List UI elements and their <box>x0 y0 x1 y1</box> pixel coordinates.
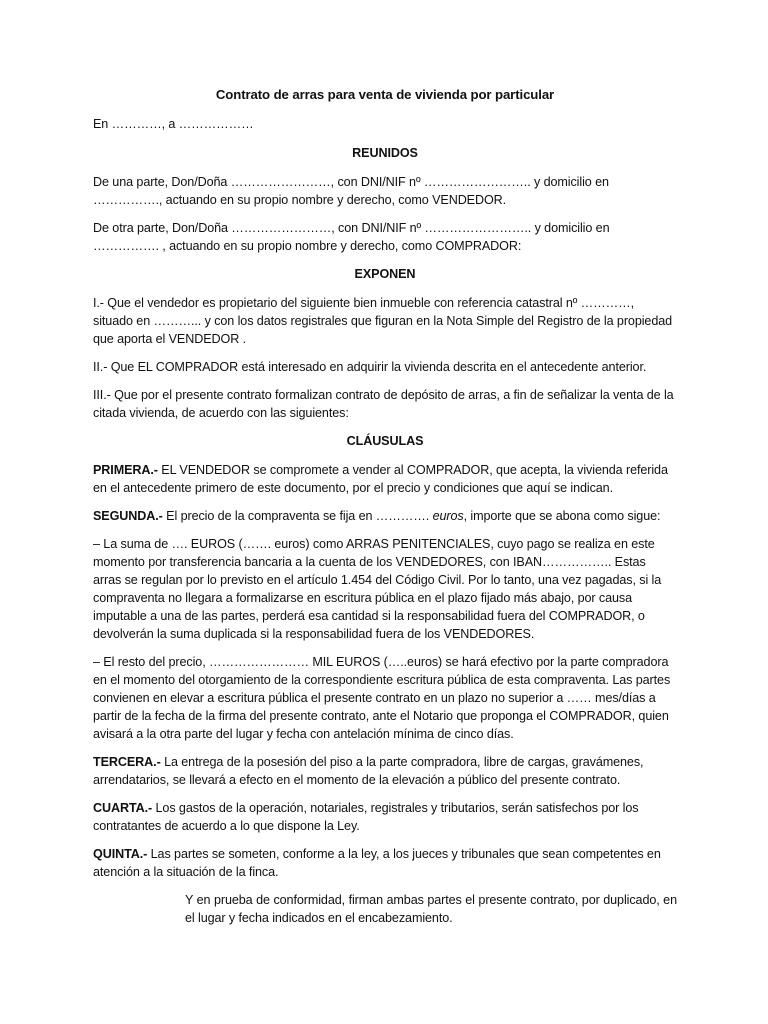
exponen-item-text: Que por el presente contrato formalizan contrato de depósito de arras, a fin de señalizar la venta de la citada vivienda, de acuerdo con las siguientes: <box>93 388 674 420</box>
reunidos-comprador: De otra parte, Don/Doña ……………………, con DNI/NIF nº …………………….. y domicilio en ……………. , actuando en su propio nombre y derecho, como COMPRADOR: <box>93 221 610 253</box>
clausula-tercera <box>93 753 677 789</box>
clausula-text: El precio de la compraventa se fija en …………. <box>162 509 433 523</box>
exponen-item-text: Que el vendedor es propietario del siguiente bien inmueble con referencia catastral nº …………, situado en ………... y con los datos registrales que figuran en la Nota Simple del Registro de la propiedad que aporta el VENDEDOR . <box>93 296 673 346</box>
exponen-item-label: III.- <box>93 388 111 402</box>
clausula-primera <box>93 461 677 497</box>
clausula-text: La entrega de la posesión del piso a la parte compradora, libre de cargas, gravámenes, arrendatarios, se llevará a efecto en el momento de la elevación a público del presente contrato. <box>93 755 644 787</box>
clausula-label: CUARTA.- <box>93 801 153 815</box>
clausulas-heading: CLÁUSULAS <box>346 434 424 448</box>
exponen-item-text: Que EL COMPRADOR está interesado en adquirir la vivienda descrita en el antecedente anterior. <box>107 360 647 374</box>
clausula-label: PRIMERA.- <box>93 463 158 477</box>
clausula-text: , importe que se abona como sigue: <box>463 509 661 523</box>
clausula-cuarta <box>93 799 677 835</box>
clausula-resto-paragraph: – El resto del precio, …………………… MIL EUROS (…..euros) se hará efectivo por la parte compradora en el momento del otorgamiento de la correspondiente escritura pública de esta compraventa. Las partes convienen en elevar a escritura pública el presente contrato en un plazo no superior a …… mes/días a partir de la fecha de la firma del presente contrato, ante el Notario que proponga el COMPRADOR, quien avisará a la otra parte del lugar y fecha con antelación mínima de cinco días. <box>93 655 671 741</box>
clausula-segunda <box>93 507 677 525</box>
document-title: Contrato de arras para venta de vivienda por particular <box>215 87 555 102</box>
clausula-arras-paragraph: – La suma de …. EUROS (……. euros) como ARRAS PENITENCIALES, cuyo pago se realiza en este momento por transferencia bancaria a la cuenta de los VENDEDORES, con IBAN…………….. Estas arras se regulan por lo previsto en el artículo 1.454 del Código Civil. Por lo tanto, una vez pagadas, si la compraventa no llegara a formalizarse en escritura pública en el plazo fijado más abajo, por causa imputable a una de las partes, perderá esa cantidad si la responsabilidad fuera del COMPRADOR, o devolverán la suma duplicada si la responsabilidad fuera de los VENDEDORES. <box>93 537 662 641</box>
place-date-line: En …………, a ……………… <box>93 117 254 131</box>
exponen-item-2 <box>93 358 677 376</box>
clausula-label: SEGUNDA.- <box>93 509 163 523</box>
clausula-text: Las partes se someten, conforme a la ley, a los jueces y tribunales que sean competentes en atención a la situación de la finca. <box>93 847 661 879</box>
document-page <box>93 86 677 927</box>
reunidos-heading: REUNIDOS <box>352 146 418 160</box>
clausula-text: Los gastos de la operación, notariales, registrales y tributarios, serán satisfechos por los contratantes de acuerdo a lo que dispone la Ley. <box>93 801 639 833</box>
exponen-item-label: II.- <box>93 360 108 374</box>
clausula-label: QUINTA.- <box>93 847 148 861</box>
clausula-label: TERCERA.- <box>93 755 161 769</box>
clausula-text-italic: euros <box>432 509 464 523</box>
reunidos-vendedor: De una parte, Don/Doña ……………………, con DNI/NIF nº …………………….. y domicilio en ……………., actuando en su propio nombre y derecho, como VENDEDOR. <box>93 175 609 207</box>
closing-paragraph: Y en prueba de conformidad, firman ambas partes el presente contrato, por duplicado, en el lugar y fecha indicados en el encabezamiento. <box>185 893 677 925</box>
exponen-item-3 <box>93 386 677 422</box>
exponen-heading: EXPONEN <box>354 267 416 281</box>
exponen-item-label: I.- <box>93 296 104 310</box>
clausula-quinta <box>93 845 677 881</box>
exponen-item-1 <box>93 294 677 348</box>
clausula-text: EL VENDEDOR se compromete a vender al COMPRADOR, que acepta, la vivienda referida en el antecedente primero de este documento, por el precio y condiciones que aquí se indican. <box>93 463 668 495</box>
